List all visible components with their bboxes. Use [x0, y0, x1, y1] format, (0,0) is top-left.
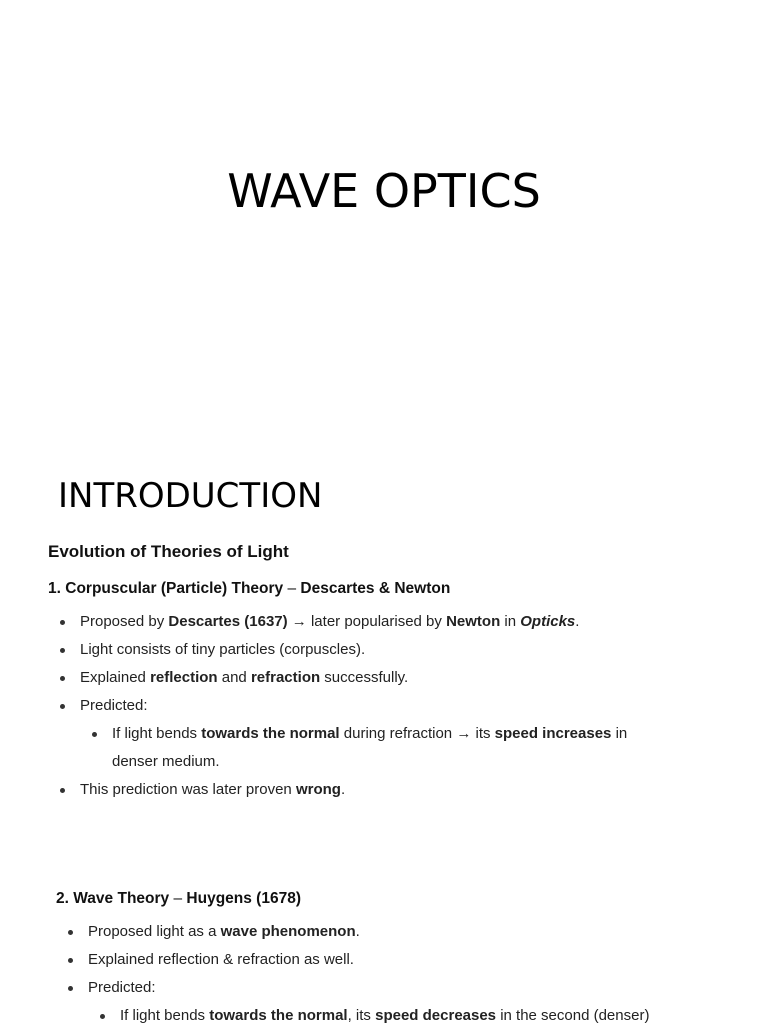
evolution-heading: Evolution of Theories of Light: [48, 542, 289, 561]
theory-2-list: [66, 918, 649, 1030]
list-item: Explained reflection and refraction successfully.: [58, 664, 652, 692]
list-item: If light bends towards the normal during refraction → its speed increases in denser medium.: [90, 720, 652, 776]
list-item: Predicted: If light bends towards the normal during refraction → its speed increases in denser medium.: [58, 692, 652, 776]
list-item: Light consists of tiny particles (corpuscles).: [58, 636, 652, 664]
theory-1-number: 1.: [48, 580, 61, 597]
theory-2-sublist: [88, 1002, 649, 1030]
theory-2-authors: Huygens (1678): [186, 890, 301, 907]
list-item: Proposed by Descartes (1637) → later popularised by Newton in Opticks.: [58, 608, 652, 636]
list-item: Proposed light as a wave phenomenon.: [66, 918, 649, 946]
theory-2-number: 2.: [56, 890, 69, 907]
theory-1-list: [58, 608, 652, 804]
list-item: This prediction was later proven wrong.: [58, 776, 652, 804]
section-heading: INTRODUCTION: [58, 476, 323, 516]
theory-1-heading: [48, 580, 450, 598]
theory-2-dash: –: [173, 890, 183, 907]
list-item: Predicted: If light bends towards the normal, its speed decreases in the second (denser): [66, 974, 649, 1030]
list-item: Explained reflection & refraction as well.: [66, 946, 649, 974]
theory-1-authors: Descartes & Newton: [300, 580, 451, 597]
theory-1-name: Corpuscular (Particle) Theory: [65, 580, 284, 597]
list-item: If light bends towards the normal, its speed decreases in the second (denser): [98, 1002, 649, 1030]
theory-2-heading: [56, 890, 301, 908]
theory-1-dash: –: [287, 580, 297, 597]
theory-1-sublist: [80, 720, 652, 776]
slide-title: WAVE OPTICS: [227, 164, 541, 218]
theory-2-name: Wave Theory: [73, 890, 170, 907]
